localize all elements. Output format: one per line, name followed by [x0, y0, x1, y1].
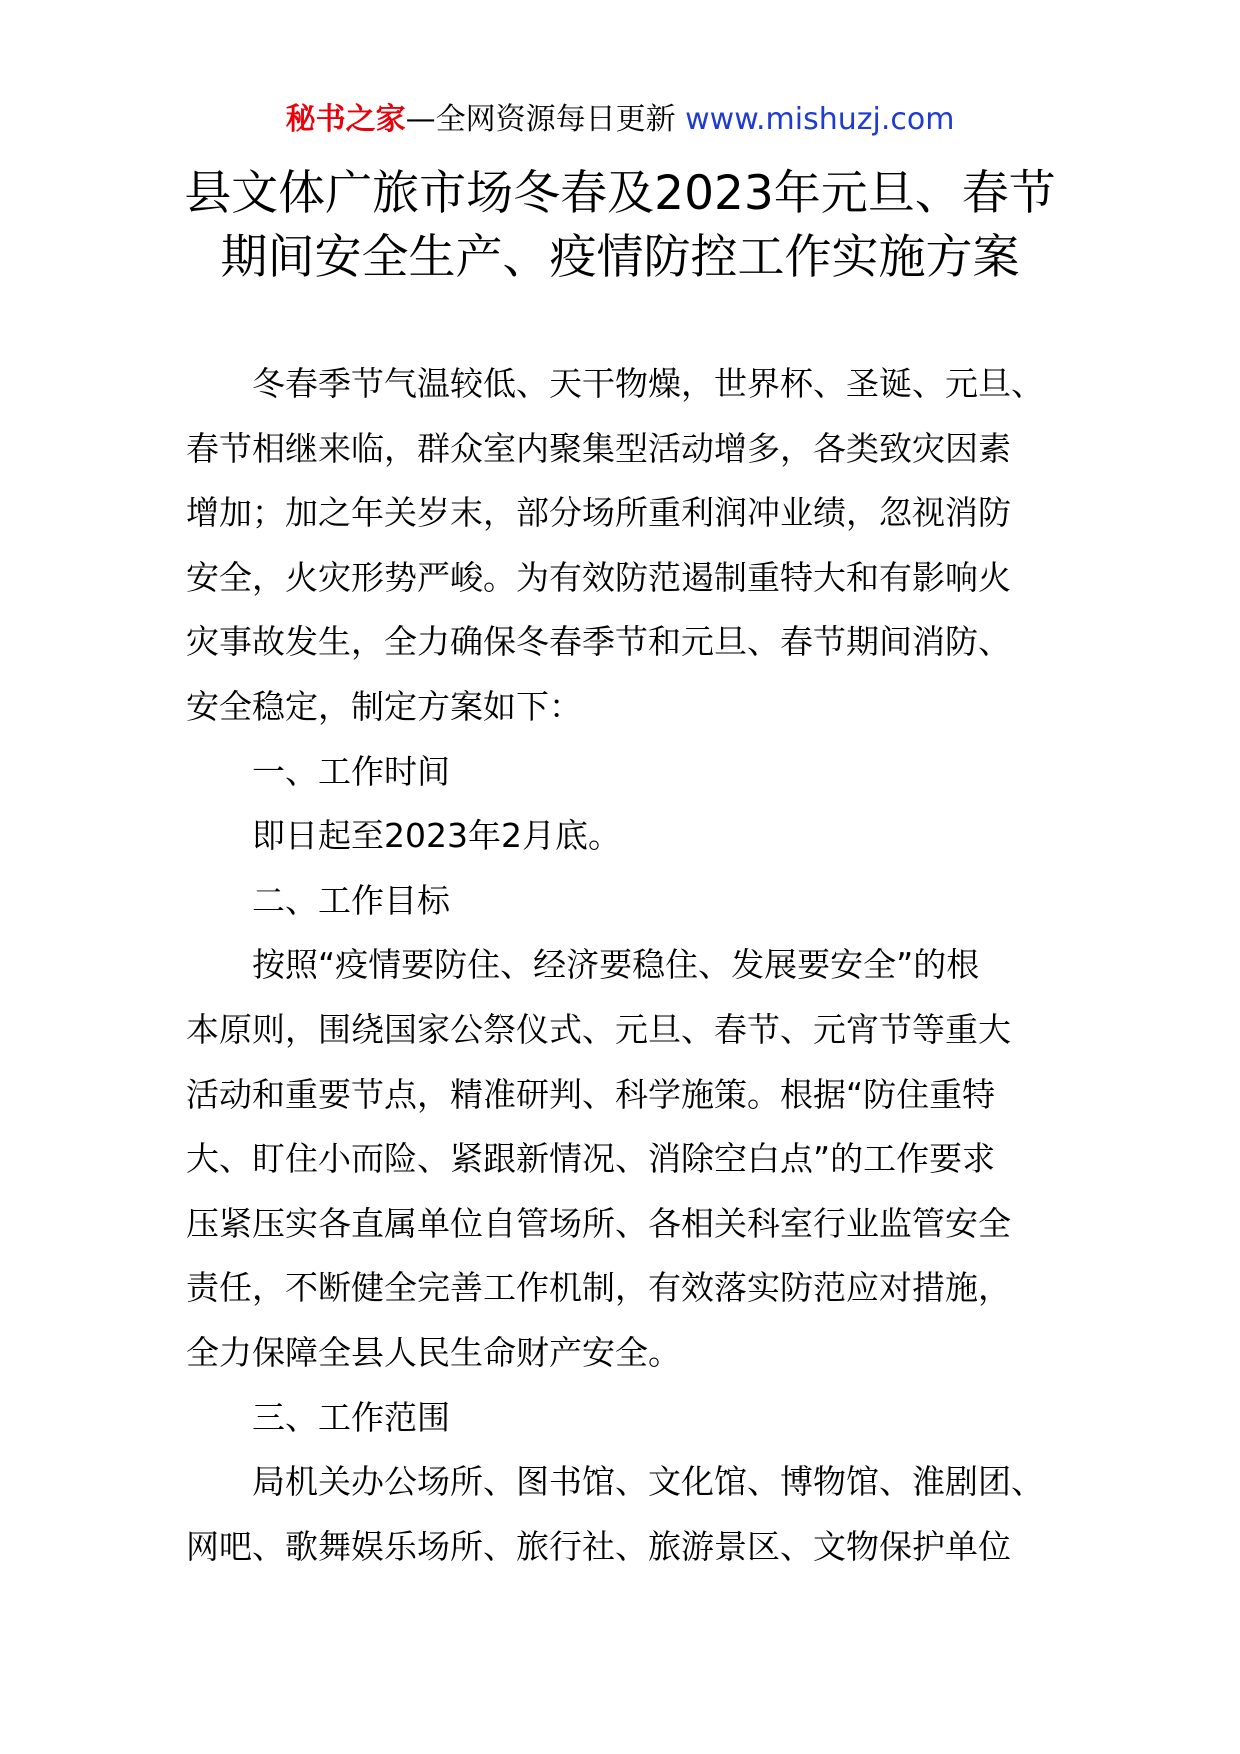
- section-heading: [186, 869, 1066, 934]
- body-paragraph: [186, 933, 1066, 1385]
- text-line: 本原则，围绕国家公祭仪式、元旦、春节、元宵节等重大: [186, 1009, 1011, 1049]
- text-line: 责任，不断健全完善工作机制，有效落实防范应对措施，: [186, 1268, 1011, 1308]
- title-line: 期间安全生产、疫情防控工作实施方案: [220, 230, 1020, 285]
- text-line: 一、工作时间: [252, 751, 450, 791]
- brand-name: 秘书之家: [285, 102, 406, 137]
- site-url-link[interactable]: www.mishuzj.com: [685, 102, 955, 137]
- text-line: 灾事故发生，全力确保冬春季节和元旦、春节期间消防、: [186, 622, 1011, 662]
- text-line: 春节相继来临，群众室内聚集型活动增多，各类致灾因素: [186, 428, 1011, 468]
- body-paragraph: [186, 804, 1066, 869]
- text-line: 冬春季节气温较低、天干物燥，世界杯、圣诞、元旦、: [252, 364, 1044, 403]
- text-line: 增加；加之年关岁末，部分场所重利润冲业绩，忽视消防: [186, 493, 1011, 533]
- section-heading: [186, 740, 1066, 805]
- text-line: 全力保障全县人民生命财产安全。: [186, 1332, 681, 1372]
- text-line: 网吧、歌舞娱乐场所、旅行社、旅游景区、文物保护单位: [186, 1526, 1011, 1566]
- text-line: 局机关办公场所、图书馆、文化馆、博物馆、淮剧团、: [252, 1462, 1044, 1502]
- text-line: 按照“疫情要防住、经济要稳住、发展要安全”的根: [252, 945, 980, 985]
- text-line: 活动和重要节点，精准研判、科学施策。根据“防住重特: [186, 1074, 996, 1114]
- title-line: 县文体广旅市场冬春及2023年元旦、春节: [184, 166, 1056, 221]
- text-line: 压紧压实各直属单位自管场所、各相关科室行业监管安全: [186, 1203, 1011, 1243]
- text-line: 即日起至2023年2月底。: [252, 816, 621, 856]
- document-body: [186, 352, 1066, 1579]
- text-line: 二、工作目标: [252, 880, 450, 920]
- text-line: 安全稳定，制定方案如下：: [186, 686, 582, 726]
- text-line: 安全，火灾形势严峻。为有效防范遏制重特大和有影响火: [186, 557, 1011, 597]
- text-line: 三、工作范围: [252, 1397, 450, 1437]
- site-banner: [0, 100, 1240, 140]
- text-line: 大、盯住小而险、紧跟新情况、消除空白点”的工作要求: [186, 1139, 996, 1179]
- intro-paragraph: [186, 352, 1066, 740]
- document-title: [120, 162, 1120, 290]
- banner-tagline: —全网资源每日更新: [405, 102, 686, 137]
- section-heading: [186, 1386, 1066, 1451]
- body-paragraph: [186, 1450, 1066, 1579]
